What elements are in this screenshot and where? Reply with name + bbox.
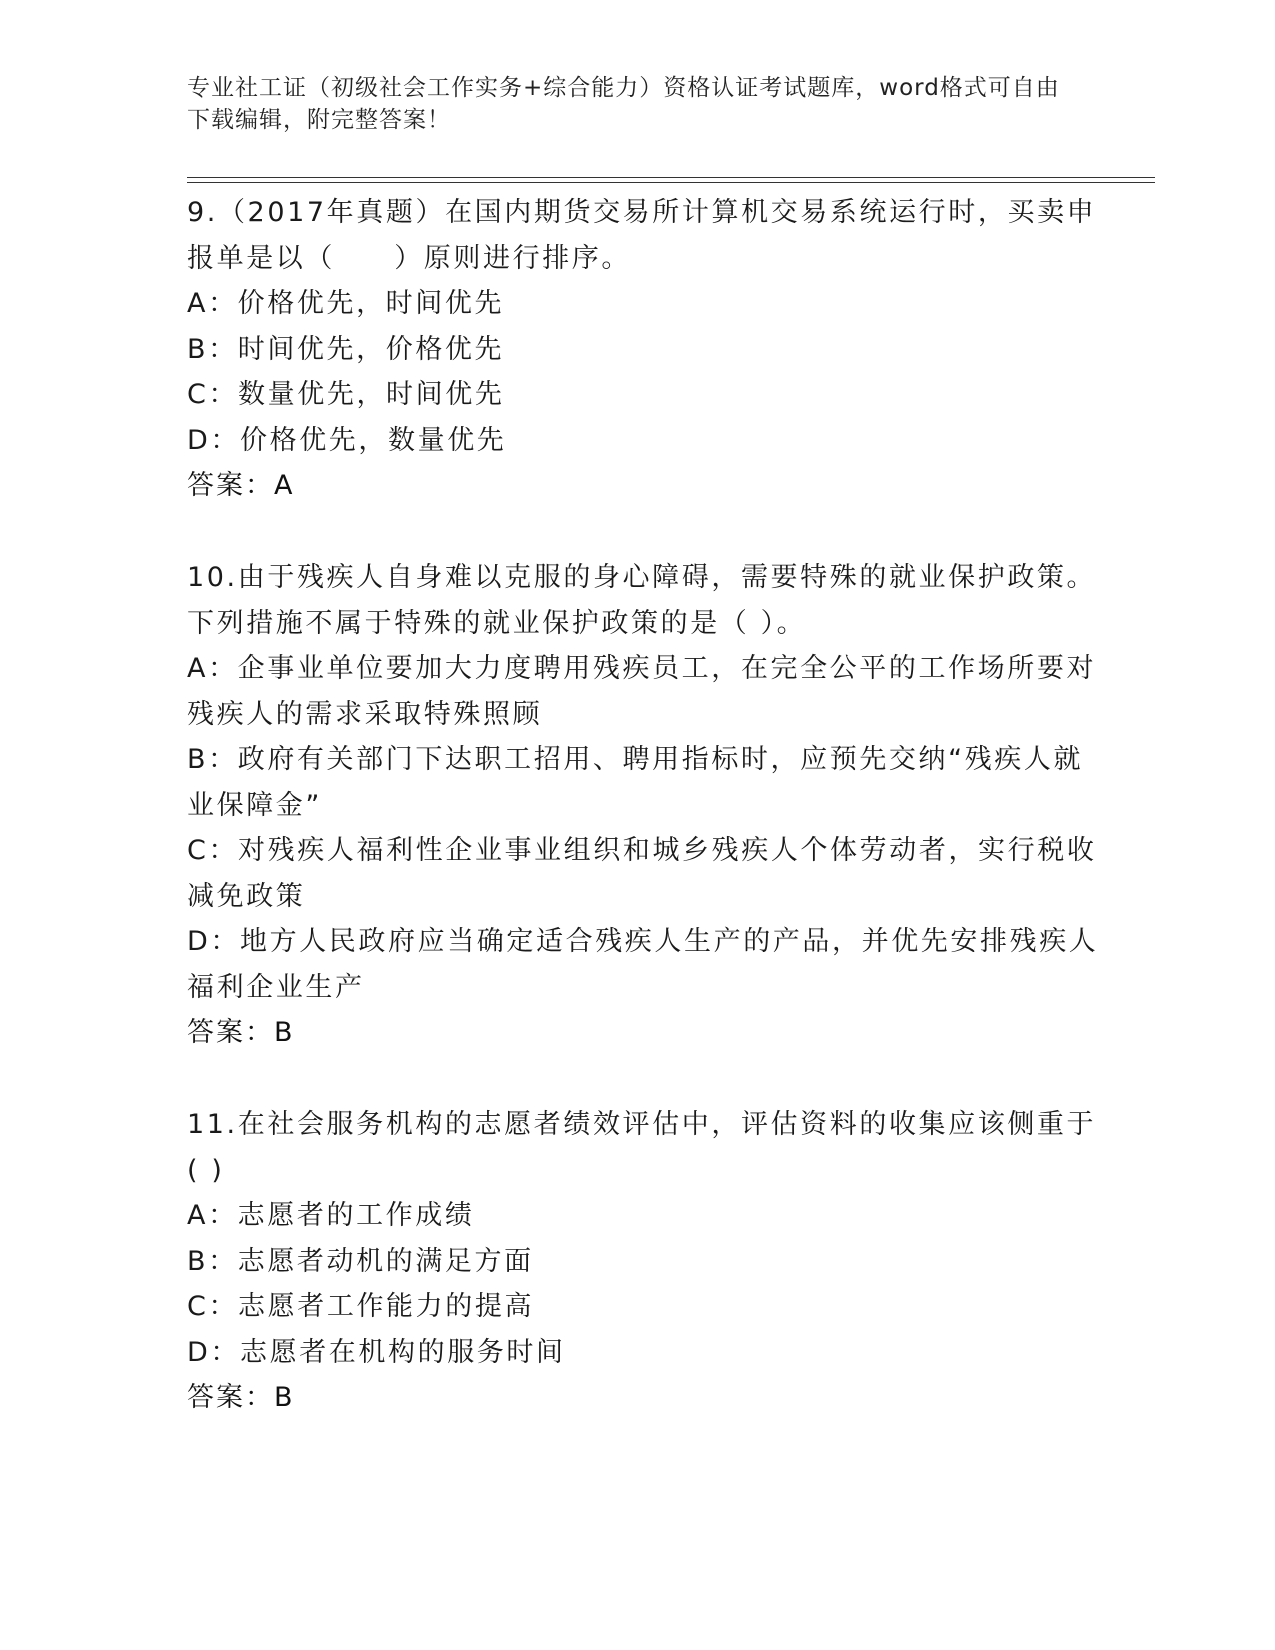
- question-stem-line: ( ): [187, 1154, 225, 1186]
- option-a: A：价格优先，时间优先: [187, 288, 505, 319]
- option-a: A：志愿者的工作成绩: [187, 1200, 475, 1231]
- answer: 答案：B: [187, 1017, 295, 1048]
- option-d: D：价格优先，数量优先: [187, 424, 507, 456]
- option-b-continued: 业保障金”: [187, 789, 322, 821]
- option-c: C：对残疾人福利性企业事业组织和城乡残疾人个体劳动者，实行税收: [187, 835, 1097, 866]
- header-divider-bottom: [187, 182, 1155, 183]
- question-11: [187, 1102, 1097, 1421]
- option-d: D：志愿者在机构的服务时间: [187, 1336, 566, 1368]
- option-d: D：地方人民政府应当确定适合残疾人生产的产品，并优先安排残疾人: [187, 926, 1099, 957]
- header-divider-top: [187, 177, 1155, 178]
- document-header: [187, 72, 1087, 136]
- question-stem-line: 10.由于残疾人自身难以克服的身心障碍，需要特殊的就业保护政策。: [187, 562, 1097, 593]
- option-c-continued: 减免政策: [187, 880, 306, 912]
- option-b: B：志愿者动机的满足方面: [187, 1245, 534, 1277]
- option-c: C：志愿者工作能力的提高: [187, 1291, 535, 1322]
- option-a-continued: 残疾人的需求采取特殊照顾: [187, 698, 543, 730]
- option-b: B：政府有关部门下达职工招用、聘用指标时，应预先交纳“残疾人就: [187, 744, 1084, 775]
- question-stem-line: 11.在社会服务机构的志愿者绩效评估中，评估资料的收集应该侧重于: [187, 1109, 1097, 1140]
- question-stem-line: 下列措施不属于特殊的就业保护政策的是（ ）。: [187, 607, 807, 639]
- header-line-2: 下载编辑，附完整答案！: [187, 107, 451, 133]
- option-a: A：企事业单位要加大力度聘用残疾员工，在完全公平的工作场所要对: [187, 653, 1097, 684]
- question-stem-line: 9.（2017年真题）在国内期货交易所计算机交易系统运行时，买卖申: [187, 197, 1097, 228]
- header-line-1: 专业社工证（初级社会工作实务+综合能力）资格认证考试题库，word格式可自由: [187, 75, 1060, 101]
- option-d-continued: 福利企业生产: [187, 971, 365, 1003]
- answer: 答案：B: [187, 1382, 295, 1413]
- option-c: C：数量优先，时间优先: [187, 379, 505, 410]
- option-b: B：时间优先，价格优先: [187, 333, 505, 365]
- question-9: [187, 190, 1097, 509]
- question-stem-line: 报单是以（ ）原则进行排序。: [187, 242, 631, 274]
- question-10: [187, 555, 1099, 1056]
- answer: 答案：A: [187, 470, 295, 501]
